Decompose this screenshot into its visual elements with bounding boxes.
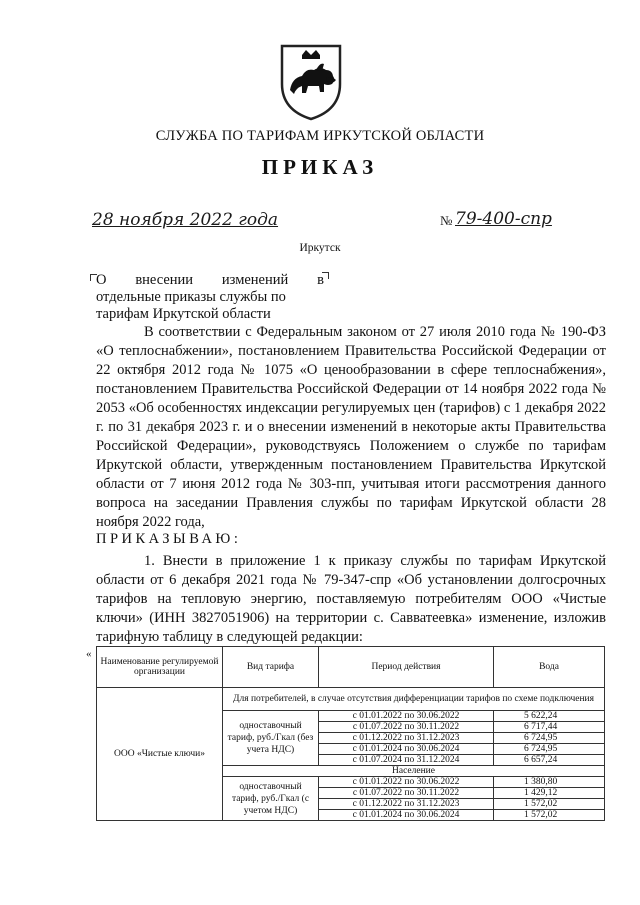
order-word: ПРИКАЗЫВАЮ: (96, 531, 242, 547)
coat-of-arms-icon (276, 40, 346, 122)
tariff-type-cell: одноставочный тариф, руб./Гкал (без учета НДС) (223, 711, 319, 766)
group-title-population: Население (223, 766, 605, 777)
city-label: Иркутск (299, 242, 341, 254)
period-cell: с 01.07.2024 по 31.12.2024 (319, 755, 494, 766)
value-cell: 6 717,44 (494, 722, 605, 733)
period-cell: с 01.12.2022 по 31.12.2023 (319, 799, 494, 810)
value-cell: 1 380,80 (494, 777, 605, 788)
value-cell: 1 572,02 (494, 799, 605, 810)
period-cell: с 01.01.2024 по 30.06.2024 (319, 744, 494, 755)
subject-word: О (96, 272, 107, 288)
tariff-type-cell: одноставочный тариф, руб./Гкал (с учетом НДС) (223, 777, 319, 821)
column-header-period: Период действия (319, 647, 494, 688)
preamble-paragraph: В соответствии с Федеральным законом от 27 июля 2010 года № 190-ФЗ «О теплоснабжении», постановлением Правительства Российской Федерации от 22 октября 2012 года № 1075 «О ценообразовании в сфере теплоснабжения», постановлением Правительства Российской Федерации от 14 ноября 2022 года № 2053 «Об особенностях индексации регулируемых цен (тарифов) с 1 декабря 2022 г. по 31 декабря 2023 г. и о внесении изменений в некоторые акты Правительства Российской Федерации», руководствуясь Положением о службе по тарифам Иркутской области, утвержденным постановлением Правительства Иркутской области от 7 июня 2012 года № 303-пп, учитывая итоги рассмотрения данного вопроса на заседании Правления службы по тарифам Иркутской области 28 ноября 2022 года, (96, 324, 606, 530)
value-cell: 1 572,02 (494, 810, 605, 821)
item-1-paragraph: 1. Внести в приложение 1 к приказу службы по тарифам Иркутской области от 6 декабря 2021 года № 79-347-спр «Об установлении долгосрочных тарифов на тепловую энергию, поставляемую потребителям ООО «Чистые ключи» (ИНН 3827051906) на территории с. Савватеевка» изменение, изложив тарифную таблицу в следующей редакции: (96, 553, 606, 645)
period-cell: с 01.01.2024 по 30.06.2024 (319, 810, 494, 821)
subject-word: внесении (135, 272, 194, 288)
group-title-consumers: Для потребителей, в случае отсутствия дифференциации тарифов по схеме подключения (223, 688, 605, 711)
period-cell: с 01.07.2022 по 30.11.2022 (319, 722, 494, 733)
organization-cell: ООО «Чистые ключи» (97, 688, 223, 821)
period-cell: с 01.12.2022 по 31.12.2023 (319, 733, 494, 744)
number-prefix: № (440, 213, 453, 228)
agency-name: СЛУЖБА ПО ТАРИФАМ ИРКУТСКОЙ ОБЛАСТИ (155, 128, 485, 144)
value-cell: 1 429,12 (494, 788, 605, 799)
tariff-table (96, 646, 605, 821)
handwritten-date: 28 ноября 2022 года (92, 210, 279, 230)
table-header-row (97, 647, 605, 688)
column-header-water: Вода (494, 647, 605, 688)
column-header-organization: Наименование регулируемой организации (97, 647, 223, 688)
value-cell: 5 622,24 (494, 711, 605, 722)
value-cell: 6 657,24 (494, 755, 605, 766)
subject-word: в (317, 272, 324, 288)
opening-quote-mark: « (86, 648, 92, 660)
period-cell: с 01.01.2022 по 30.06.2022 (319, 777, 494, 788)
value-cell: 6 724,95 (494, 744, 605, 755)
subject-line-1 (96, 272, 324, 289)
period-cell: с 01.01.2022 по 30.06.2022 (319, 711, 494, 722)
subject-line-2: отдельные приказы службы по (96, 289, 286, 305)
handwritten-number: 79-400-спр (455, 209, 552, 229)
subject-word: изменений (221, 272, 289, 288)
document-title: ПРИКАЗ (261, 155, 379, 179)
column-header-tariff-type: Вид тарифа (223, 647, 319, 688)
table-row (97, 688, 605, 711)
subject-line-3: тарифам Иркутской области (96, 306, 271, 322)
value-cell: 6 724,95 (494, 733, 605, 744)
order-subject (96, 272, 324, 323)
period-cell: с 01.07.2022 по 30.11.2022 (319, 788, 494, 799)
